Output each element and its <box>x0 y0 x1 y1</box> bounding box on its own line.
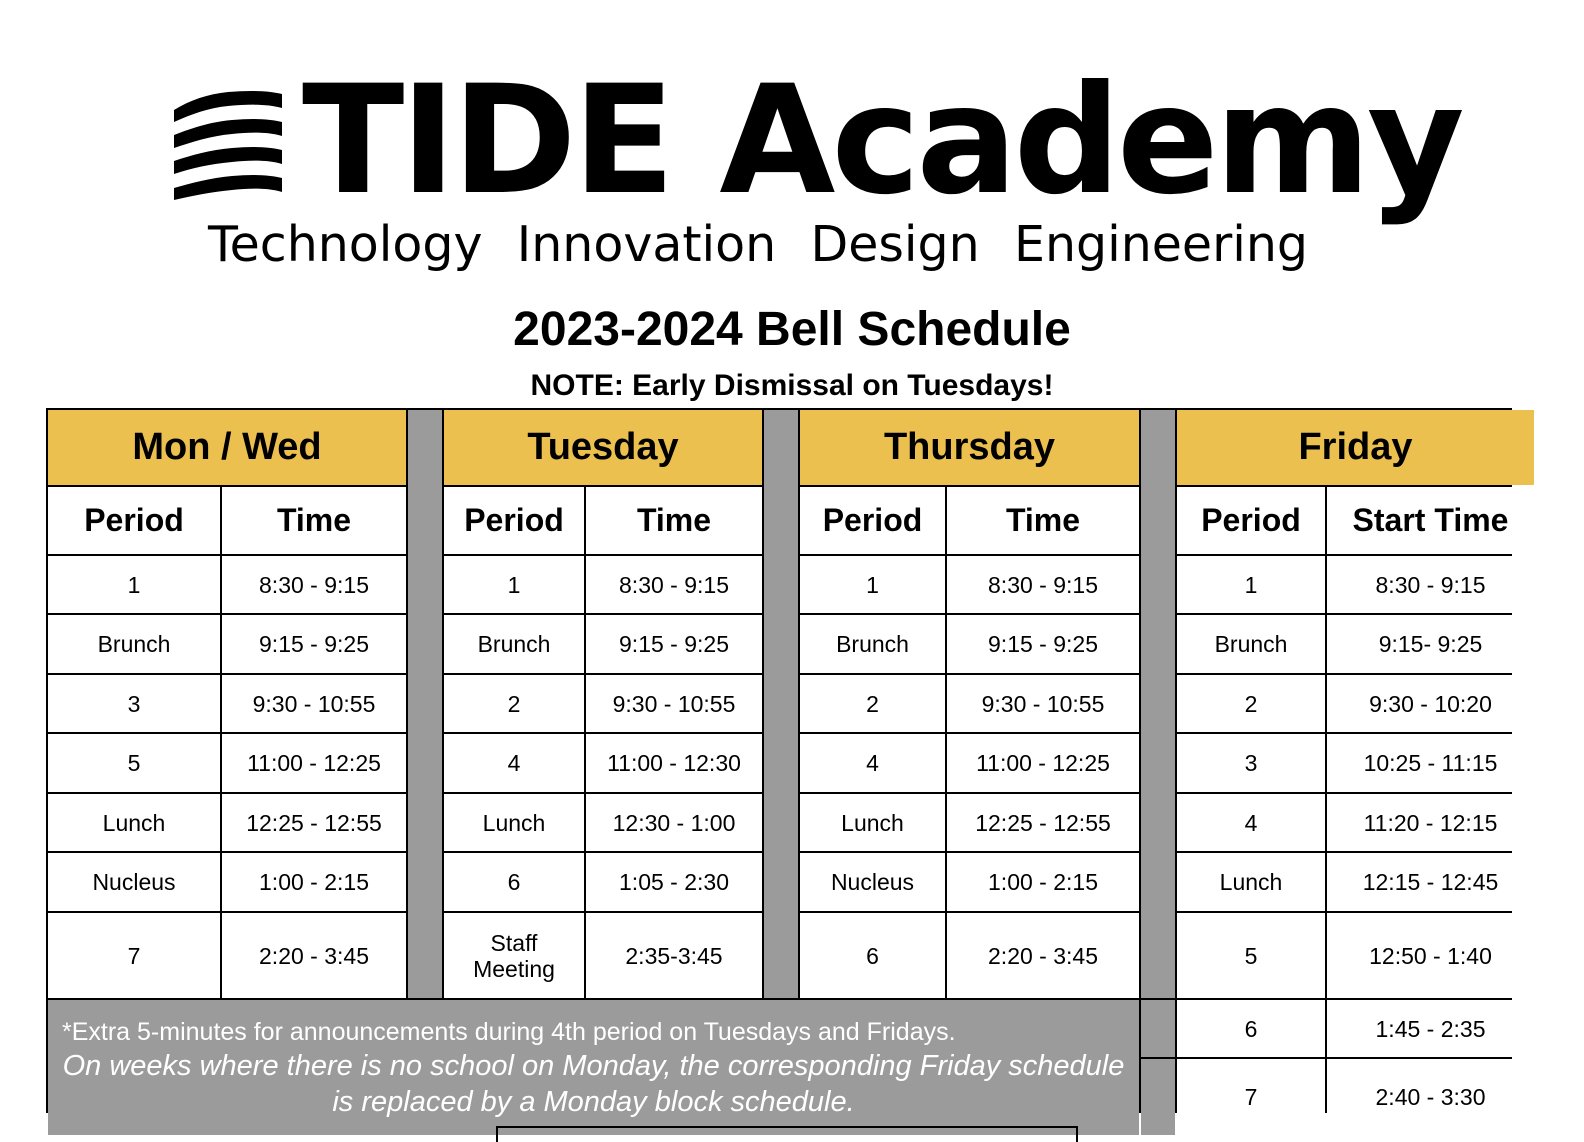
thursday-time-cell: 9:30 - 10:55 <box>947 675 1139 732</box>
mon-wed-time-cell: 2:20 - 3:45 <box>222 913 406 998</box>
tuesday-time-cell: 2:35-3:45 <box>586 913 762 998</box>
friday-time-cell: 9:15- 9:25 <box>1327 615 1534 673</box>
tagline-innovation: Innovation <box>516 216 777 273</box>
thursday-period-cell: 4 <box>800 734 945 792</box>
logo-tagline <box>208 216 1308 275</box>
column-separator <box>1141 1059 1175 1135</box>
column-header-period: Period <box>48 487 220 554</box>
mon-wed-time-cell: 9:15 - 9:25 <box>222 615 406 673</box>
mon-wed-time-cell: 1:00 - 2:15 <box>222 853 406 911</box>
tagline-engineering: Engineering <box>1014 216 1308 273</box>
friday-time-cell: 8:30 - 9:15 <box>1327 556 1534 613</box>
mon-wed-period-cell: 7 <box>48 913 220 998</box>
day-header-friday: Friday <box>1177 410 1534 485</box>
tagline-technology: Technology <box>208 216 483 273</box>
column-header-period: Period <box>800 487 945 554</box>
next-table-edge <box>496 1126 1078 1142</box>
column-separator <box>1141 1000 1175 1057</box>
waves-icon <box>170 88 288 206</box>
friday-time-cell: 2:40 - 3:30 <box>1327 1059 1534 1135</box>
thursday-period-cell: 1 <box>800 556 945 613</box>
tuesday-period-cell: 1 <box>444 556 584 613</box>
day-header-thursday: Thursday <box>800 410 1139 485</box>
column-header-time: Time <box>586 487 762 554</box>
tagline-design: Design <box>810 216 980 273</box>
column-header-period: Period <box>444 487 584 554</box>
column-separator <box>408 410 442 998</box>
tide-academy-logo <box>170 54 1461 278</box>
mon-wed-time-cell: 8:30 - 9:15 <box>222 556 406 613</box>
friday-period-cell: 6 <box>1177 1000 1325 1057</box>
tuesday-time-cell: 8:30 - 9:15 <box>586 556 762 613</box>
tuesday-time-cell: 9:30 - 10:55 <box>586 675 762 732</box>
thursday-period-cell: 6 <box>800 913 945 998</box>
friday-time-cell: 12:15 - 12:45 <box>1327 853 1534 911</box>
mon-wed-time-cell: 12:25 - 12:55 <box>222 794 406 851</box>
mon-wed-period-cell: Lunch <box>48 794 220 851</box>
friday-period-cell: 2 <box>1177 675 1325 732</box>
column-header-time: Time <box>222 487 406 554</box>
tuesday-period-cell: 2 <box>444 675 584 732</box>
column-header-start-time: Start Time <box>1327 487 1534 554</box>
footnote-announcements: *Extra 5-minutes for announcements during 4th period on Tuesdays and Fridays. <box>62 1017 956 1046</box>
friday-period-cell: 7 <box>1177 1059 1325 1135</box>
thursday-period-cell: Lunch <box>800 794 945 851</box>
column-header-period: Period <box>1177 487 1325 554</box>
logo-title: TIDE Academy <box>302 54 1461 228</box>
thursday-period-cell: Brunch <box>800 615 945 673</box>
tuesday-time-cell: 1:05 - 2:30 <box>586 853 762 911</box>
thursday-time-cell: 9:15 - 9:25 <box>947 615 1139 673</box>
friday-period-cell: 1 <box>1177 556 1325 613</box>
friday-time-cell: 12:50 - 1:40 <box>1327 913 1534 998</box>
friday-period-cell: Lunch <box>1177 853 1325 911</box>
tuesday-period-cell: 6 <box>444 853 584 911</box>
tuesday-time-cell: 9:15 - 9:25 <box>586 615 762 673</box>
tuesday-period-cell: 4 <box>444 734 584 792</box>
thursday-time-cell: 2:20 - 3:45 <box>947 913 1139 998</box>
friday-time-cell: 9:30 - 10:20 <box>1327 675 1534 732</box>
thursday-period-cell: 2 <box>800 675 945 732</box>
early-dismissal-note: NOTE: Early Dismissal on Tuesdays! <box>530 369 1054 402</box>
mon-wed-period-cell: Brunch <box>48 615 220 673</box>
thursday-time-cell: 8:30 - 9:15 <box>947 556 1139 613</box>
column-separator <box>1141 410 1175 998</box>
column-separator <box>764 410 798 998</box>
friday-time-cell: 1:45 - 2:35 <box>1327 1000 1534 1057</box>
thursday-time-cell: 1:00 - 2:15 <box>947 853 1139 911</box>
mon-wed-period-cell: Nucleus <box>48 853 220 911</box>
friday-time-cell: 11:20 - 12:15 <box>1327 794 1534 851</box>
mon-wed-period-cell: 3 <box>48 675 220 732</box>
day-header-tuesday: Tuesday <box>444 410 762 485</box>
tuesday-period-cell: Lunch <box>444 794 584 851</box>
thursday-period-cell: Nucleus <box>800 853 945 911</box>
footnote-monday-holiday: On weeks where there is no school on Monday, the corresponding Friday schedule is replaced by a Monday block schedule. <box>62 1049 1125 1118</box>
tuesday-period-cell: Brunch <box>444 615 584 673</box>
thursday-time-cell: 11:00 - 12:25 <box>947 734 1139 792</box>
schedule-footnote <box>48 1000 1139 1135</box>
column-header-time: Time <box>947 487 1139 554</box>
mon-wed-time-cell: 11:00 - 12:25 <box>222 734 406 792</box>
friday-period-cell: Brunch <box>1177 615 1325 673</box>
tuesday-time-cell: 12:30 - 1:00 <box>586 794 762 851</box>
friday-period-cell: 4 <box>1177 794 1325 851</box>
mon-wed-period-cell: 5 <box>48 734 220 792</box>
mon-wed-period-cell: 1 <box>48 556 220 613</box>
thursday-time-cell: 12:25 - 12:55 <box>947 794 1139 851</box>
friday-time-cell: 10:25 - 11:15 <box>1327 734 1534 792</box>
tuesday-period-cell: Staff Meeting <box>444 913 584 998</box>
friday-period-cell: 5 <box>1177 913 1325 998</box>
day-header-mon-wed: Mon / Wed <box>48 410 406 485</box>
friday-period-cell: 3 <box>1177 734 1325 792</box>
bell-schedule-table <box>46 408 1512 1118</box>
mon-wed-time-cell: 9:30 - 10:55 <box>222 675 406 732</box>
tuesday-time-cell: 11:00 - 12:30 <box>586 734 762 792</box>
page-title: 2023-2024 Bell Schedule <box>513 303 1071 356</box>
